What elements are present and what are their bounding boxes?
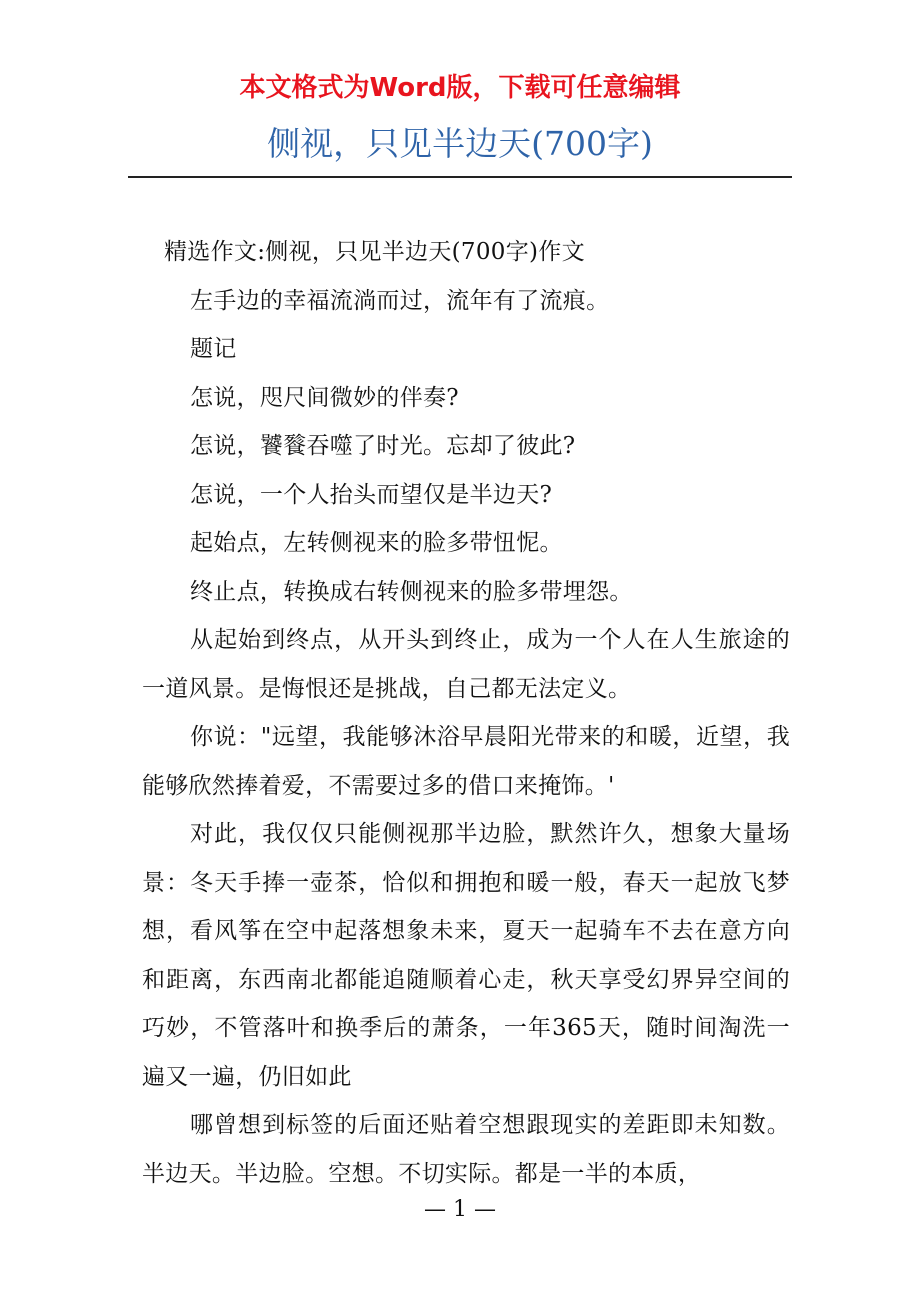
paragraph: 对此，我仅仅只能侧视那半边脸，默然许久，想象大量场景：冬天手捧一壶茶，恰似和拥抱和暖一般，春天一起放飞梦想，看风筝在空中起落想象未来，夏天一起骑车不去在意方向和距离，东西南北都能追随顺着心走，秋天享受幻界异空间的巧妙，不管落叶和换季后的萧条，一年365天，随时间淘洗一遍又一遍，仍旧如此 <box>142 821 790 1090</box>
title-divider <box>128 176 792 178</box>
paragraph: 怎说，咫尺间微妙的伴奏? <box>190 384 459 411</box>
paragraph: 怎说，一个人抬头而望仅是半边天? <box>190 481 553 508</box>
paragraph: 左手边的幸福流淌而过，流年有了流痕。 <box>190 287 610 314</box>
page-number: — 1 — <box>424 1197 496 1222</box>
paragraph: 从起始到终点，从开头到终止，成为一个人在人生旅途的一道风景。是悔恨还是挑战，自己都无法定义。 <box>142 627 790 702</box>
paragraph: 终止点，转换成右转侧视来的脸多带埋怨。 <box>190 578 633 605</box>
document-title: 侧视，只见半边天(700字) <box>267 124 653 163</box>
paragraph-intro: 精选作文:侧视，只见半边天(700字)作文 <box>164 239 585 265</box>
paragraph: 题记 <box>190 336 237 362</box>
paragraph: 怎说，饕餮吞噬了时光。忘却了彼此? <box>190 433 576 459</box>
document-body <box>142 228 790 1198</box>
paragraph: 起始点，左转侧视来的脸多带忸怩。 <box>190 530 563 556</box>
paragraph: 哪曾想到标签的后面还贴着空想跟现实的差距即未知数。半边天。半边脸。空想。不切实际。都是一半的本质， <box>142 1112 790 1187</box>
format-notice-banner: 本文格式为Word版，下载可任意编辑 <box>239 73 681 103</box>
paragraph: 你说："远望，我能够沐浴早晨阳光带来的和暖，近望，我能够欣然捧着爱，不需要过多的借口来掩饰。' <box>142 724 790 799</box>
